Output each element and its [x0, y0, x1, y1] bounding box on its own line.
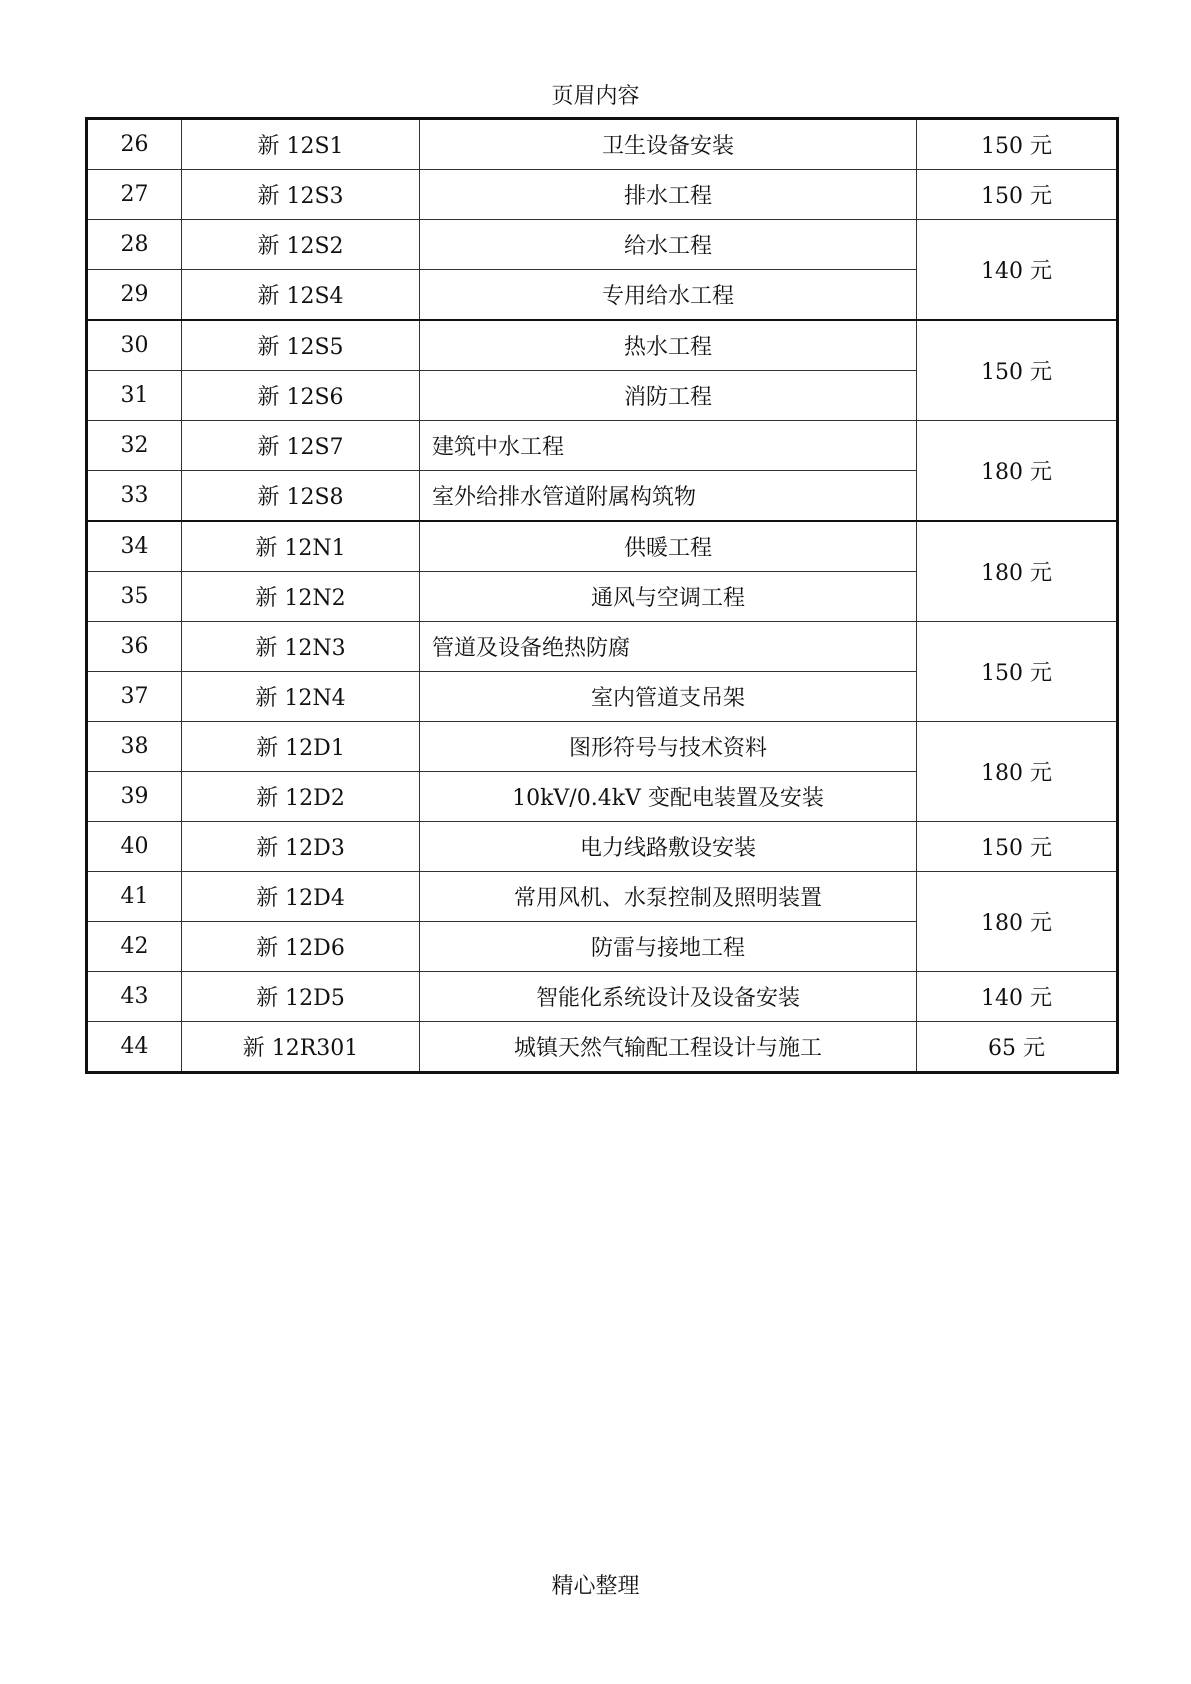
item-name: 卫生设备安装 [420, 119, 917, 170]
row-number: 41 [87, 872, 182, 922]
catalog-table [85, 117, 1119, 1074]
row-number: 28 [87, 220, 182, 270]
catalog-code: 新 12D2 [182, 772, 420, 822]
item-name: 管道及设备绝热防腐 [420, 622, 917, 672]
row-number: 40 [87, 822, 182, 872]
row-number: 39 [87, 772, 182, 822]
item-name: 智能化系统设计及设备安装 [420, 972, 917, 1022]
row-number: 43 [87, 972, 182, 1022]
row-number: 32 [87, 421, 182, 471]
item-price: 180 元 [917, 521, 1118, 622]
item-price: 140 元 [917, 972, 1118, 1022]
row-number: 27 [87, 170, 182, 220]
item-price: 180 元 [917, 872, 1118, 972]
catalog-code: 新 12S2 [182, 220, 420, 270]
item-price: 150 元 [917, 622, 1118, 722]
item-name: 10kV/0.4kV 变配电装置及安装 [420, 772, 917, 822]
catalog-code: 新 12S5 [182, 320, 420, 371]
catalog-code: 新 12N3 [182, 622, 420, 672]
row-number: 29 [87, 270, 182, 321]
row-number: 44 [87, 1022, 182, 1073]
row-number: 34 [87, 521, 182, 572]
table-row [87, 119, 1118, 170]
catalog-code: 新 12S3 [182, 170, 420, 220]
item-name: 室外给排水管道附属构筑物 [420, 471, 917, 522]
table-row [87, 622, 1118, 672]
item-name: 图形符号与技术资料 [420, 722, 917, 772]
item-price: 180 元 [917, 421, 1118, 522]
row-number: 37 [87, 672, 182, 722]
item-name: 建筑中水工程 [420, 421, 917, 471]
item-name: 给水工程 [420, 220, 917, 270]
item-name: 电力线路敷设安装 [420, 822, 917, 872]
item-price: 150 元 [917, 170, 1118, 220]
item-name: 排水工程 [420, 170, 917, 220]
catalog-code: 新 12S8 [182, 471, 420, 522]
row-number: 31 [87, 371, 182, 421]
item-name: 常用风机、水泵控制及照明装置 [420, 872, 917, 922]
item-name: 通风与空调工程 [420, 572, 917, 622]
item-price: 150 元 [917, 822, 1118, 872]
catalog-code: 新 12S7 [182, 421, 420, 471]
page-footer: 精心整理 [551, 1574, 640, 1599]
catalog-code: 新 12S6 [182, 371, 420, 421]
table-row [87, 822, 1118, 872]
row-number: 38 [87, 722, 182, 772]
catalog-code: 新 12N2 [182, 572, 420, 622]
row-number: 36 [87, 622, 182, 672]
catalog-code: 新 12S1 [182, 119, 420, 170]
item-price: 65 元 [917, 1022, 1118, 1073]
item-price: 140 元 [917, 220, 1118, 321]
page-header: 页眉内容 [551, 84, 640, 109]
catalog-code: 新 12S4 [182, 270, 420, 321]
table-row [87, 972, 1118, 1022]
table-row [87, 320, 1118, 371]
item-name: 供暖工程 [420, 521, 917, 572]
table-row [87, 170, 1118, 220]
table-row [87, 421, 1118, 471]
catalog-code: 新 12N1 [182, 521, 420, 572]
catalog-code: 新 12N4 [182, 672, 420, 722]
item-name: 城镇天然气输配工程设计与施工 [420, 1022, 917, 1073]
item-name: 专用给水工程 [420, 270, 917, 321]
row-number: 35 [87, 572, 182, 622]
item-price: 150 元 [917, 119, 1118, 170]
row-number: 26 [87, 119, 182, 170]
row-number: 30 [87, 320, 182, 371]
table-row [87, 872, 1118, 922]
row-number: 33 [87, 471, 182, 522]
item-price: 150 元 [917, 320, 1118, 421]
item-name: 室内管道支吊架 [420, 672, 917, 722]
item-name: 热水工程 [420, 320, 917, 371]
item-name: 防雷与接地工程 [420, 922, 917, 972]
catalog-code: 新 12D1 [182, 722, 420, 772]
catalog-code: 新 12D4 [182, 872, 420, 922]
catalog-code: 新 12D6 [182, 922, 420, 972]
catalog-code: 新 12D3 [182, 822, 420, 872]
catalog-code: 新 12R301 [182, 1022, 420, 1073]
table-row [87, 220, 1118, 270]
catalog-code: 新 12D5 [182, 972, 420, 1022]
table-row [87, 722, 1118, 772]
item-name: 消防工程 [420, 371, 917, 421]
table-row [87, 1022, 1118, 1073]
item-price: 180 元 [917, 722, 1118, 822]
row-number: 42 [87, 922, 182, 972]
table-row [87, 521, 1118, 572]
